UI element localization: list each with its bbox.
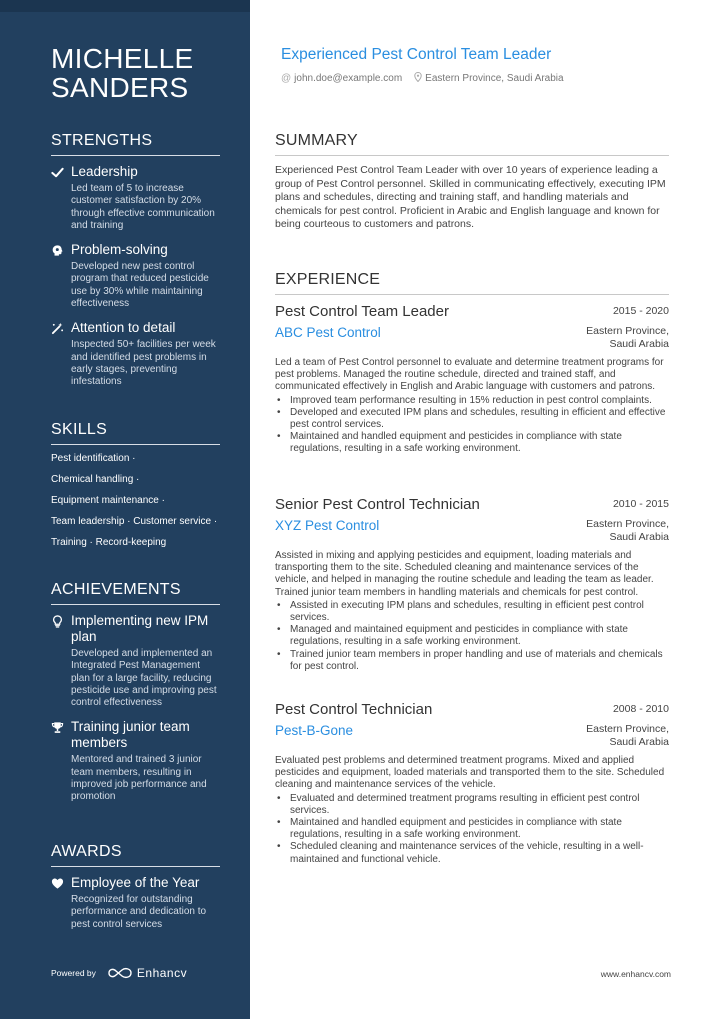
contact-email[interactable]: john.doe@example.com: [294, 73, 403, 84]
lightbulb-icon: [51, 615, 65, 629]
exp-location: [586, 518, 669, 544]
strength-title: Attention to detail: [71, 320, 176, 336]
first-name: MICHELLE: [51, 43, 194, 74]
exp-dates: 2010 - 2015: [612, 498, 669, 510]
achievement-desc: Mentored and trained 3 junior team members, resulting in improved job performance and promotion: [71, 754, 207, 803]
exp-role: Pest Control Technician: [275, 701, 433, 718]
exp-bullet: • Managed and maintained equipment and pesticides in compliance with state regulations, resulting in a safe working environment.: [275, 624, 669, 648]
exp-bullet: • Scheduled cleaning and maintenance services of the vehicle, resulting in a well-maintained and functional vehicle.: [275, 841, 669, 865]
skills-heading: SKILLS: [51, 421, 220, 445]
exp-bullets: [275, 600, 669, 673]
achievement-item: [51, 613, 220, 709]
exp-bullet: • Trained junior team members in proper handling and use of materials and chemicals for pest control.: [275, 649, 669, 673]
achievement-title: Implementing new IPM plan: [71, 613, 209, 644]
strength-item: [51, 164, 220, 232]
header-title: Experienced Pest Control Team Leader: [281, 46, 552, 63]
website-link[interactable]: www.enhancv.com: [600, 969, 671, 979]
check-icon: [51, 166, 65, 180]
candidate-name: [51, 44, 193, 102]
award-item: [51, 875, 220, 931]
contact-row: [281, 72, 564, 85]
exp-bullets: [275, 793, 669, 866]
achievement-title: Training junior team members: [71, 719, 190, 751]
experience-entry: [275, 496, 669, 673]
award-title: Employee of the Year: [71, 875, 200, 890]
exp-bullet: • Maintained and handled equipment and pesticides in compliance with state regulations, resulting in a safe working environment.: [275, 431, 669, 455]
sidebar: [0, 0, 250, 1019]
strength-desc: Developed new pest control program that reduced pesticide use by 30% while maintaining effectiveness: [71, 261, 209, 310]
exp-location: [586, 325, 669, 351]
strength-title: Leadership: [71, 164, 138, 179]
exp-location-line1: Eastern Province,: [586, 723, 669, 735]
strength-desc: Inspected 50+ facilities per week and identified pest problems in early stages, preventing infestations: [71, 339, 216, 388]
exp-description: Assisted in mixing and applying pesticides and equipment, loading materials and transporting them to the site. Scheduled cleaning and maintenance services of the vehicle, and helped in managing the routine schedule and leading the team as leader. Trained junior team members in handling materials and chemicals for pest control.: [275, 550, 654, 598]
heart-icon: [51, 877, 65, 891]
trophy-icon: [51, 721, 65, 735]
strength-item: [51, 242, 220, 310]
exp-company: XYZ Pest Control: [275, 518, 380, 533]
brain-icon: [51, 244, 65, 258]
at-icon: @: [281, 73, 292, 84]
strengths-heading: STRENGTHS: [51, 132, 220, 156]
exp-dates: 2015 - 2020: [612, 305, 669, 317]
powered-by-label: Powered by: [51, 968, 96, 978]
exp-company: Pest-B-Gone: [275, 723, 354, 738]
exp-bullet: • Evaluated and determined treatment programs resulting in efficient pest control services.: [275, 793, 669, 817]
strength-title: Problem-solving: [71, 242, 168, 258]
skill-row: Team leadership · Customer service ·: [51, 516, 218, 527]
exp-bullet: • Improved team performance resulting in 15% reduction in pest control complaints.: [275, 395, 669, 407]
achievements-section: [51, 581, 220, 814]
exp-bullets: [275, 395, 669, 456]
exp-location-line2: Saudi Arabia: [609, 531, 669, 543]
skill-row: Equipment maintenance ·: [51, 495, 165, 506]
summary-text: Experienced Pest Control Team Leader with over 10 years of experience leading a group of Pest Control personnel. Skilled in communicating effectively, executing IPM plans and schedules, directing and training staff, and handling materials and chemicals for pest control. Proficient in Arabic and English language and known for being courteous to customers and patrons.: [275, 164, 666, 231]
exp-location-line2: Saudi Arabia: [609, 338, 669, 350]
skill-row: Training · Record-keeping: [51, 537, 167, 548]
enhancv-logo[interactable]: [108, 966, 187, 980]
exp-role: Senior Pest Control Technician: [275, 496, 480, 513]
enhancv-brand: Enhancv: [136, 966, 188, 980]
last-name: SANDERS: [51, 72, 189, 103]
awards-heading: AWARDS: [51, 843, 220, 867]
exp-company: ABC Pest Control: [275, 325, 381, 340]
map-pin-icon: [414, 72, 422, 85]
achievement-item: [51, 719, 220, 803]
contact-location: Eastern Province, Saudi Arabia: [425, 73, 564, 84]
exp-description: Evaluated pest problems and determined treatment programs. Mixed and applied pesticides and equipment, loaded materials and transported them to the site. Scheduled cleaning and maintenance services of the vehicle.: [275, 755, 665, 791]
strengths-section: [51, 132, 220, 399]
sidebar-top-bar: [0, 0, 250, 12]
achievement-desc: Developed and implemented an Integrated Pest Management plan for a large facility, reducing pesticide use and improving pest control effectiveness: [71, 648, 217, 709]
summary-heading: SUMMARY: [275, 132, 669, 156]
skills-list: [51, 453, 220, 549]
exp-bullet: • Assisted in executing IPM plans and schedules, resulting in efficient pest control services.: [275, 600, 669, 624]
skill-row: Chemical handling ·: [51, 474, 140, 485]
strength-item: [51, 320, 220, 388]
magic-wand-icon: [51, 322, 65, 336]
exp-location-line1: Eastern Province,: [586, 325, 669, 337]
exp-description: Led a team of Pest Control personnel to evaluate and determine treatment programs for pest problems. Managed the routine schedule, directed and trained staff, and communicated effectively in English and Arabic language with customers and patrons.: [275, 357, 664, 393]
experience-entry: [275, 701, 669, 866]
exp-role: Pest Control Team Leader: [275, 303, 449, 320]
exp-location: [586, 723, 669, 749]
enhancv-logo-icon: [108, 967, 132, 979]
exp-bullet: • Developed and executed IPM plans and schedules, resulting in efficient and effective pest control services.: [275, 407, 669, 431]
awards-section: [51, 843, 220, 941]
exp-bullet: • Maintained and handled equipment and pesticides in compliance with state regulations, resulting in a safe working environment.: [275, 817, 669, 841]
exp-location-line1: Eastern Province,: [586, 518, 669, 530]
strength-desc: Led team of 5 to increase customer satisfaction by 20% through effective communication and training: [71, 183, 215, 231]
achievements-heading: ACHIEVEMENTS: [51, 581, 220, 605]
award-desc: Recognized for outstanding performance and dedication to pest control services: [71, 894, 207, 930]
exp-dates: 2008 - 2010: [612, 703, 669, 715]
skill-row: Pest identification ·: [51, 453, 136, 464]
experience-entry: [275, 303, 669, 456]
experience-heading: EXPERIENCE: [275, 271, 669, 295]
powered-by-footer: [51, 966, 187, 980]
exp-location-line2: Saudi Arabia: [609, 736, 669, 748]
skills-section: [51, 421, 220, 558]
